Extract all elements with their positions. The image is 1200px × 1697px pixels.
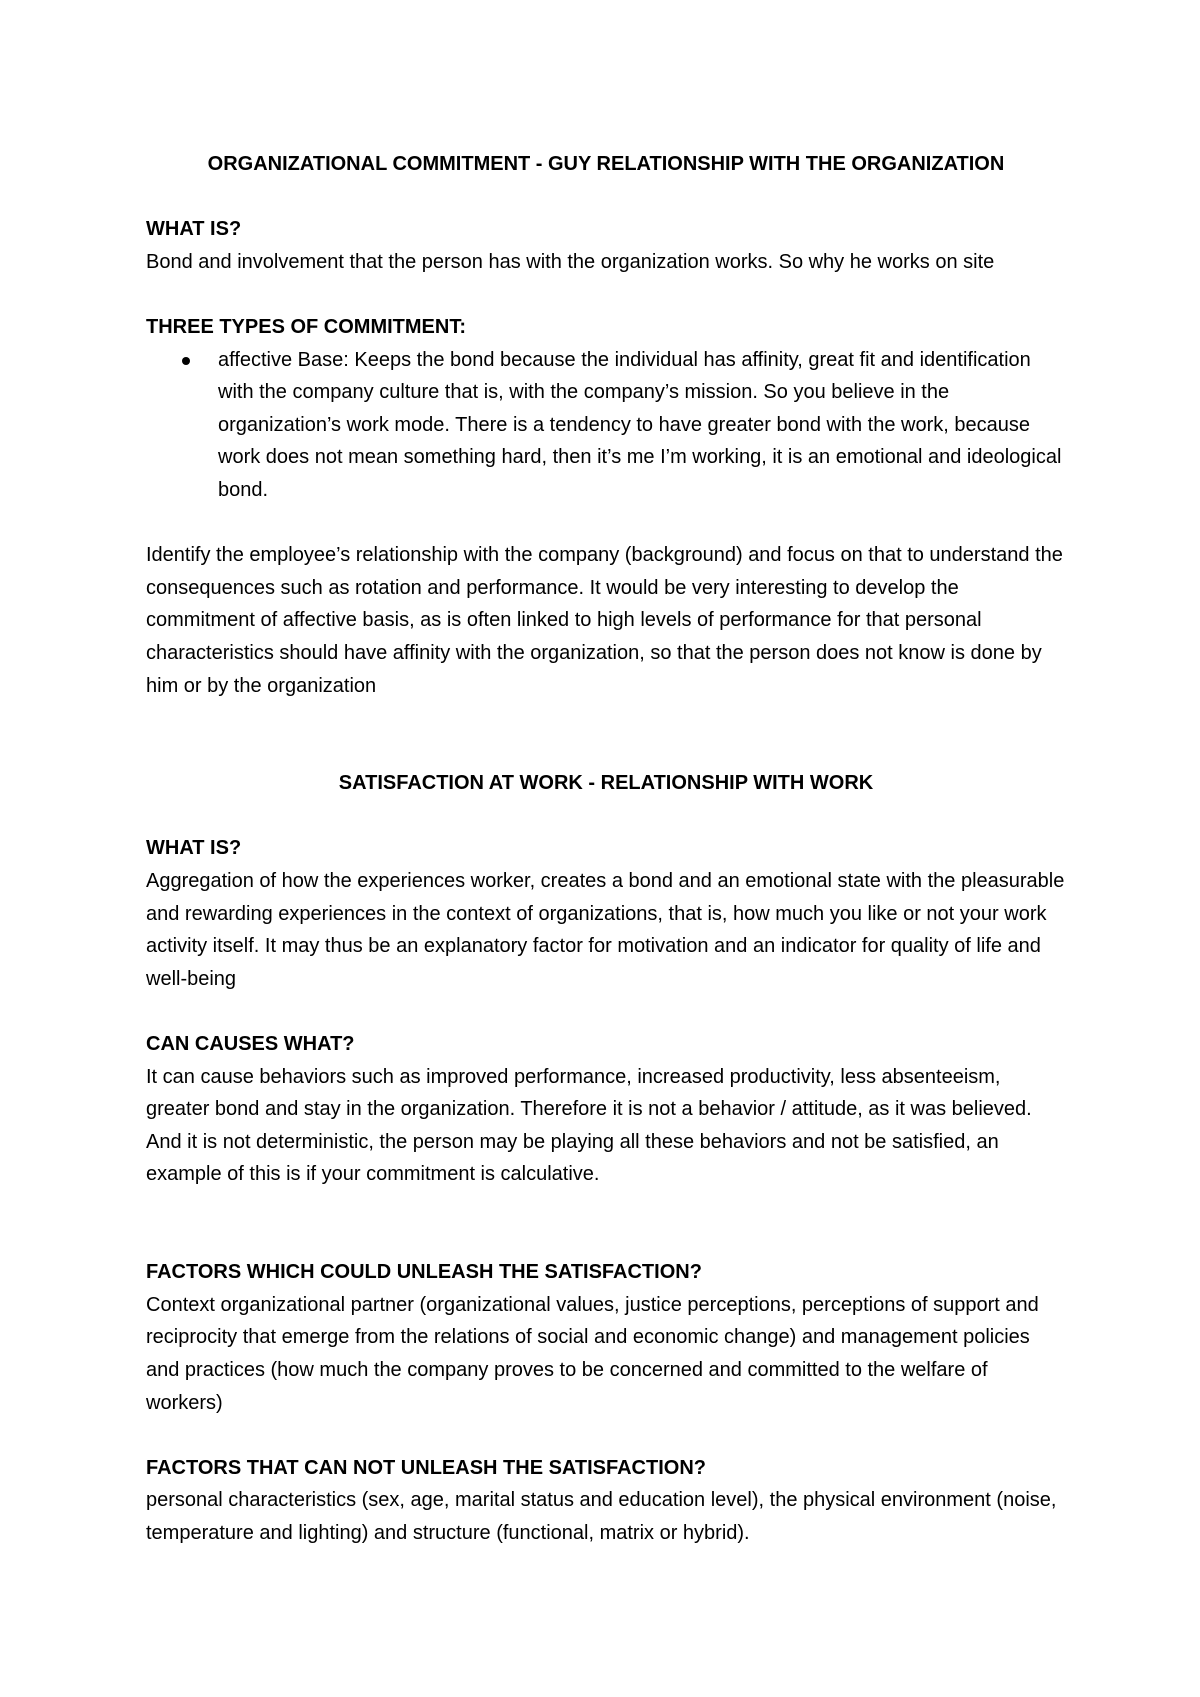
heading-three-types: THREE TYPES OF COMMITMENT: (146, 315, 466, 338)
heading-what-is: WHAT IS? (146, 837, 242, 860)
list-item-text: affective Base: Keeps the bond because the individual has affinity, great fit and identification with the company culture that is, with the company’s mission. So you believe in the organization’s work mode. There is a tendency to have greater bond with the work, because work does not mean something hard, then it’s me I’m working, it is an emotional and ideological bond. (218, 348, 1062, 501)
spacer (146, 800, 1066, 833)
paragraph-factors-could: Context organizational partner (organizational values, justice perceptions, perceptions of support and reciprocity that emerge from the relations of social and economic change) and management policies and practices (how much the company proves to be concerned and committed to the welfare of workers) (146, 1293, 1039, 1414)
spacer (146, 1419, 1066, 1452)
heading-factors-could: FACTORS WHICH COULD UNLEASH THE SATISFACTION? (146, 1261, 702, 1284)
paragraph-definition: Bond and involvement that the person has with the organization works. So why he works on site (146, 250, 995, 273)
paragraph-identify: Identify the employee’s relationship with the company (background) and focus on that to understand the consequences such as rotation and performance. It would be very interesting to develop the commitment of affective basis, as is often linked to high levels of performance for that personal characteristics should have affinity with the organization, so that the person does not know is done by him or by the organization (146, 544, 1063, 697)
bullet-icon (182, 357, 190, 365)
spacer (146, 507, 1066, 540)
list-item (146, 344, 1066, 507)
paragraph-factors-cannot: personal characteristics (sex, age, marital status and education level), the physical environment (noise, temperature and lighting) and structure (functional, matrix or hybrid). (146, 1489, 1057, 1544)
heading-what-is: WHAT IS? (146, 218, 242, 241)
spacer (146, 1191, 1066, 1256)
paragraph-causes: It can cause behaviors such as improved performance, increased productivity, less absenteeism, greater bond and stay in the organization. Therefore it is not a behavior / attitude, as it was believed. And it is not deterministic, the person may be playing all these behaviors and not be satisfied, an example of this is if your commitment is calculative. (146, 1065, 1032, 1186)
spacer (146, 702, 1066, 767)
spacer (146, 995, 1066, 1028)
spacer (146, 278, 1066, 311)
heading-factors-cannot: FACTORS THAT CAN NOT UNLEASH THE SATISFACTION? (146, 1456, 706, 1479)
section-title-satisfaction: SATISFACTION AT WORK - RELATIONSHIP WITH WORK (338, 772, 874, 795)
heading-can-causes: CAN CAUSES WHAT? (146, 1033, 355, 1056)
document-body (146, 148, 1066, 1550)
spacer (146, 181, 1066, 214)
section-title-commitment: ORGANIZATIONAL COMMITMENT - GUY RELATIONSHIP WITH THE ORGANIZATION (207, 153, 1005, 175)
commitment-types-list (146, 344, 1066, 507)
paragraph-satisfaction-definition: Aggregation of how the experiences worker, creates a bond and an emotional state with the pleasurable and rewarding experiences in the context of organizations, that is, how much you like or not your work activity itself. It may thus be an explanatory factor for motivation and an indicator for quality of life and well-being (146, 870, 1065, 990)
